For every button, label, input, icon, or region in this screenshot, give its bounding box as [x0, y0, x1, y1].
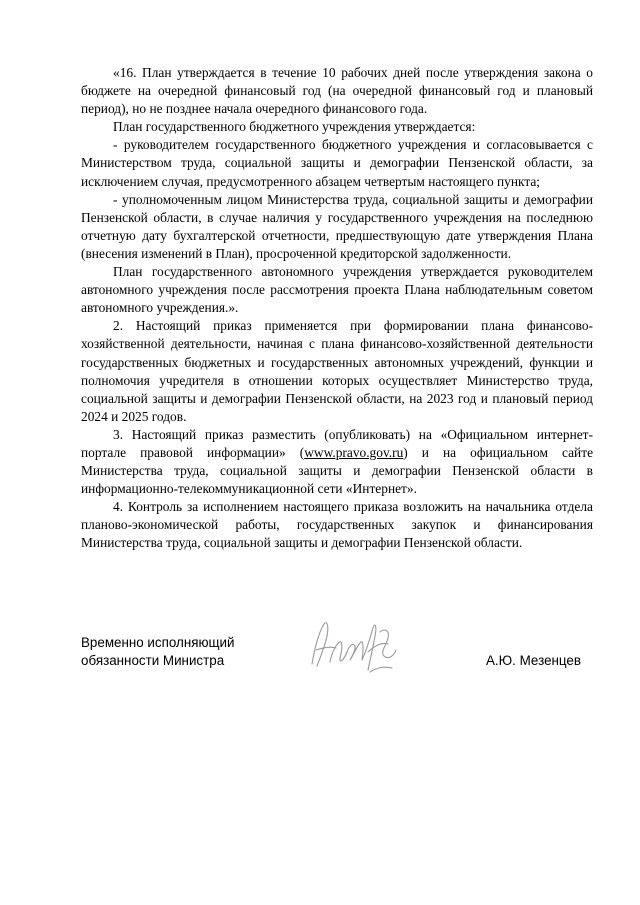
document-body — [81, 64, 593, 553]
handwritten-signature — [300, 612, 410, 682]
paragraph-autonomous-plan: План государственного автономного учреждения утверждается руководителем автономного учреждения после рассмотрения проекта Плана наблюдательным советом автономного учреждения.». — [81, 264, 593, 316]
paragraph-head-approval: - руководителем государственного бюджетного учреждения и согласовывается с Министерством труда, социальной защиты и демографии Пензенской области, за исключением случая, предусмотренного абзацем четвертым настоящего пункта; — [81, 137, 593, 189]
signatory-position-line2: обязанности Министра — [81, 653, 225, 668]
pravo-link[interactable]: www.pravo.gov.ru — [304, 444, 404, 460]
paragraph-item2: 2. Настоящий приказ применяется при формировании плана финансово-хозяйственной деятельности, начиная с плана финансово-хозяйственной деятельности государственных бюджетных и государственных автономных учреждений, функции и полномочия учредителя в отношении которых осуществляет Министерство труда, социальной защиты и демографии Пензенской области, на 2023 год и плановый период 2024 и 2025 годов. — [81, 318, 593, 424]
paragraph-budget-plan-approval: План государственного бюджетного учреждения утверждается: — [113, 119, 476, 135]
paragraph-item16: «16. План утверждается в течение 10 рабочих дней после утверждения закона о бюджете на очередной финансовый год (на очередной финансовый год и плановый период), но не позднее начала очередного финансового года. — [81, 65, 593, 117]
paragraph-authorized-person: - уполномоченным лицом Министерства труда, социальной защиты и демографии Пензенской области, в случае наличия у государственного учреждения на последнюю отчетную дату бухгалтерской отчетности, предшествующую дате утверждения Плана (внесения изменений в План), просроченной кредиторской задолженности. — [81, 191, 593, 261]
paragraph-item3 — [81, 426, 593, 498]
paragraph-item4: 4. Контроль за исполнением настоящего приказа возложить на начальника отдела планово-экономической работы, государственных закупок и финансирования Министерства труда, социальной защиты и демографии Пензенской области. — [81, 499, 593, 551]
signatory-name: А.Ю. Мезенцев — [486, 653, 581, 668]
signatory-position-line1: Временно исполняющий — [81, 635, 235, 650]
item3-text-after: ) и на официальном сайте Министерства труда, социальной защиты и демографии Пензенской области в информационно-телекоммуникационной сети «Интернет». — [81, 444, 594, 497]
signatory-position — [81, 634, 235, 670]
item3-text-before: 3. Настоящий приказ разместить (опубликовать) на «Официальном интернет-портале правовой информации» ( — [81, 426, 593, 460]
